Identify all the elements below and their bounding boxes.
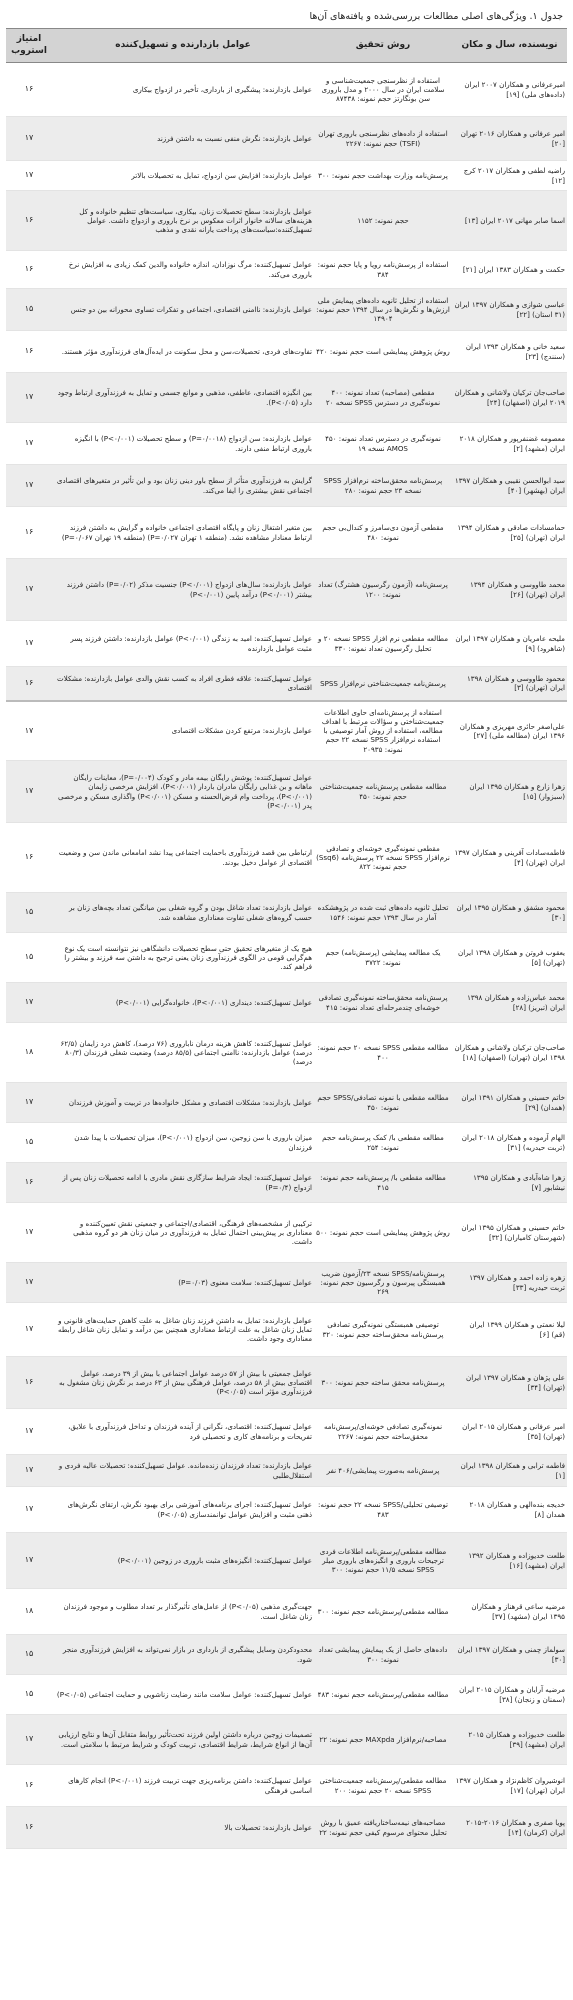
author-cell: سعید خانی و همکاران ۱۳۹۳ ایران (سنندج) [۲۳] — [452, 331, 567, 373]
method-cell: مقطعی (مصاحبه) تعداد نمونه: ۴۰۰ نمونه‌گیری در دسترس SPSS نسخه ۲۰ — [314, 373, 452, 423]
method-cell: مطالعه مقطعی/پرسش‌نامه حجم نمونه: ۴۸۳ — [314, 1675, 452, 1715]
table-body — [6, 63, 567, 1849]
score-cell: ۱۶ — [6, 667, 52, 701]
factors-cell: عوامل بازدارنده: سطح تحصیلات زنان، بیکاری، سیاست‌های تنظیم خانواده و کل هزینه‌های سالانه خانوار اثرات معکوس بر نرخ باروری و ازدواج داشت. عوامل تسهیل‌کننده:سیاست‌های پرداخت یارانه نقدی و مذهب — [52, 191, 314, 251]
table-row — [6, 893, 567, 933]
header-score: امتیاز استروب — [6, 29, 52, 63]
method-cell: روش پژوهش پیمایشی است حجم نمونه: ۵۰۰ — [314, 1203, 452, 1263]
factors-cell: عوامل تسهیل‌کننده: امید به زندگی (P<۰/۰۰۱) عوامل بازدارنده: داشتن فرزند پسر مثبت عوامل بازدارنده — [52, 621, 314, 667]
studies-table — [6, 28, 567, 1849]
factors-cell: عوامل بازدارنده: ناامنی اقتصادی، اجتماعی و تفکرات تساوی محورانه بین دو جنس — [52, 289, 314, 331]
table-row — [6, 701, 567, 761]
table-row — [6, 507, 567, 559]
author-cell: حکمت و همکاران ۱۳۸۳ ایران [۲۱] — [452, 251, 567, 289]
table-row — [6, 983, 567, 1023]
author-cell: پویا صفری و همکاران ۲۰۱۶-۲۰۱۵ ایران (کرمان) [۱۴] — [452, 1807, 567, 1849]
factors-cell: بین انگیزه اقتصادی، عاطفی، مذهبی و موانع جسمی و تمایل به فرزندآوری ارتباط وجود دارد (P<۰/۰۵). — [52, 373, 314, 423]
author-cell: علی پژهان و همکاران ۱۳۹۷ ایران (تهران) [۳۴] — [452, 1357, 567, 1409]
author-cell: خاتم حسینی و همکاران ۱۳۹۵ ایران (شهرستان کامیاران) [۳۲] — [452, 1203, 567, 1263]
factors-cell: عوامل بازدارنده: نگرش منفی نسبت به داشتن فرزند — [52, 117, 314, 161]
method-cell: مطالعه مقطعی SPSS نسخه ۲۰ حجم نمونه: ۴۰۰ — [314, 1023, 452, 1083]
table-row — [6, 1455, 567, 1487]
score-cell: ۱۷ — [6, 701, 52, 761]
author-cell: یعقوب فروتن و همکاران ۱۳۹۸ ایران (تهران) [۵] — [452, 933, 567, 983]
factors-cell: عوامل تسهیل‌کننده: پوشش رایگان بیمه مادر و کودک (P=۰/۰۰۴)، معاینات رایگان ماهانه و بن غذایی رایگان مادران باردار (P<۰/۰۰۱)، افزایش مرخصی زایمان (P<۰/۰۰۱)، پرداخت وام قرض‌الحسنه و مسکن (P<۰/۰۰۱) واگذاری مسکن و مرخصی پدر (P<۰/۰۰۱) — [52, 761, 314, 823]
score-cell: ۱۶ — [6, 1807, 52, 1849]
method-cell: مطالعه مقطعی پرسش‌نامه جمعیت‌شناختی حجم نمونه: ۴۵۰ — [314, 761, 452, 823]
score-cell: ۱۶ — [6, 1163, 52, 1203]
author-cell: محمد عباس‌زاده و همکاران ۱۳۹۸ ایران (تبریز) [۲۸] — [452, 983, 567, 1023]
method-cell: پرسش‌نامه محقق‌ساخته نرم‌افزار SPSS نسخه ۲۳ حجم نمونه: ۲۸۰ — [314, 465, 452, 507]
author-cell: طلعت خدیوزاده و همکاران ۱۳۹۲ ایران (مشهد) [۱۶] — [452, 1533, 567, 1589]
author-cell: طلعت خدیوزاده و همکاران ۲۰۱۵ ایران (مشهد) [۳۹] — [452, 1715, 567, 1765]
method-cell: نمونه‌گیری تصادفی خوشه‌ای/پرسش‌نامه محقق‌ساخته حجم نمونه: ۲۲۶۷ — [314, 1409, 452, 1455]
table-row — [6, 823, 567, 893]
factors-cell: عوامل بازدارنده: مرتفع کردن مشکلات اقتصادی — [52, 701, 314, 761]
factors-cell: عوامل تسهیل‌کننده: علاقه فطری افراد به کسب نقش والدی عوامل بازدارنده: مشکلات اقتصادی — [52, 667, 314, 701]
score-cell: ۱۷ — [6, 983, 52, 1023]
score-cell: ۱۶ — [6, 331, 52, 373]
score-cell: ۱۵ — [6, 1635, 52, 1675]
score-cell: ۱۶ — [6, 1357, 52, 1409]
author-cell: امیر عرفانی و همکاران ۲۰۱۶ تهران [۲۰] — [452, 117, 567, 161]
author-cell: الهام آرموده و همکاران ۲۰۱۸ ایران (تربت حیدریه) [۳۱] — [452, 1123, 567, 1163]
method-cell: مقطعی نمونه‌گیری خوشه‌ای و تصادفی نرم‌افزار SPSS نسخه ۲۲ پرسش‌نامه (Ssq6) حجم نمونه: ۸۲۲ — [314, 823, 452, 893]
author-cell: امیر عرفانی و همکاران ۲۰۱۵ ایران (تهران) [۳۵] — [452, 1409, 567, 1455]
score-cell: ۱۷ — [6, 161, 52, 191]
factors-cell: عوامل جمعیتی با بیش از ۵۷ درصد عوامل اجتماعی با بیش از ۳۹ درصد، عوامل اقتصادی بیش از ۵۸ درصد، عوامل فرهنگی بیش از ۶۳ درصد بر نگرش زنان مشغول به فرزندآوری مؤثر است (P<۰/۰۵) — [52, 1357, 314, 1409]
score-cell: ۱۶ — [6, 1765, 52, 1807]
score-cell: ۱۷ — [6, 1487, 52, 1533]
table-row — [6, 1357, 567, 1409]
author-cell: صاحب‌جان ترکیان ولاشانی و همکاران ۱۳۹۸ ایران (تهران) (اصفهان) [۱۸] — [452, 1023, 567, 1083]
method-cell: پرسش‌نامه محقق‌ساخته نمونه‌گیری تصادفی خوشه‌ای چندمرحله‌ای تعداد نمونه: ۴۱۵ — [314, 983, 452, 1023]
table-row — [6, 1589, 567, 1635]
table-row — [6, 761, 567, 823]
author-cell: لیلا نعمتی و همکاران ۱۳۹۹ ایران (قم) [۶] — [452, 1303, 567, 1357]
factors-cell: میزان باروری با سن زوجین، سن ازدواج (P<۰/۰۰۱)، میزان تحصیلات با پیدا شدن فرزندان — [52, 1123, 314, 1163]
score-cell: ۱۶ — [6, 823, 52, 893]
table-caption: جدول ۱. ویژگی‌های اصلی مطالعات بررسی‌شده و یافته‌های آن‌ها — [309, 11, 563, 22]
table-row — [6, 117, 567, 161]
author-cell: محمد طاووسی و همکاران ۱۳۹۴ ایران (تهران) [۲۶] — [452, 559, 567, 621]
score-cell: ۱۵ — [6, 1123, 52, 1163]
table-row — [6, 161, 567, 191]
table-row — [6, 1303, 567, 1357]
table-row — [6, 1765, 567, 1807]
factors-cell: عوامل بازدارنده: تعداد فرزندان زنده‌مانده. عوامل تسهیل‌کننده: تحصیلات عالیه فردی و استقلال‌طلبی — [52, 1455, 314, 1487]
method-cell: مطالعه مقطعی با نمونه تصادفی/SPSS حجم نمونه: ۴۵۰ — [314, 1083, 452, 1123]
factors-cell: عوامل بازدارنده: سال‌های ازدواج (P<۰/۰۰۱) جنسیت مذکر (P=۰/۰۲) داشتن فرزند بیشتر (P<۰/۰۰۱) درآمد پایین (P<۰/۰۰۱) — [52, 559, 314, 621]
score-cell: ۱۵ — [6, 893, 52, 933]
method-cell: پرسش‌نامه (آزمون رگرسیون هشترگ) تعداد نمونه: ۱۲۰۰ — [314, 559, 452, 621]
factors-cell: عوامل تسهیل‌کننده: داشتن برنامه‌ریزی جهت تربیت فرزند (P<۰/۰۰۱) انجام کارهای اساسی فرهنگی — [52, 1765, 314, 1807]
score-cell: ۱۶ — [6, 191, 52, 251]
factors-cell: عوامل بازدارنده: مشکلات اقتصادی و مشکل خانواده‌ها در تربیت و آموزش فرزندان — [52, 1083, 314, 1123]
author-cell: مرضیه ساعی قرهناز و همکاران ۱۳۹۵ ایران (مشهد) [۳۷] — [452, 1589, 567, 1635]
score-cell: ۱۷ — [6, 1715, 52, 1765]
header-factors: عوامل بازدارنده و تسهیل‌کننده — [52, 29, 314, 63]
table-row — [6, 1635, 567, 1675]
author-cell: محمود طاووسی و همکاران ۱۳۹۸ ایران (تهران) [۳] — [452, 667, 567, 701]
author-cell: زهرا شاه‌آبادی و همکاران ۱۳۹۵ نیشابور [۷] — [452, 1163, 567, 1203]
score-cell: ۱۷ — [6, 1533, 52, 1589]
method-cell: پرسش‌نامه محقق ساخته حجم نمونه: ۳۰۰ — [314, 1357, 452, 1409]
method-cell: مقطعی آزمون دی‌سامرز و کندال‌بی حجم نمونه: ۴۸۰ — [314, 507, 452, 559]
author-cell: حمامسادات صادقی و همکاران ۱۳۹۴ ایران (تهران) [۲۵] — [452, 507, 567, 559]
author-cell: زهرا زارع و همکاران ۱۳۹۵ ایران (سبزوار) [۱۵] — [452, 761, 567, 823]
table-row — [6, 423, 567, 465]
method-cell: استفاده از پرسش‌نامه رویا و پایا حجم نمونه: ۳۸۴ — [314, 251, 452, 289]
score-cell: ۱۷ — [6, 1409, 52, 1455]
factors-cell: عوامل تسهیل‌کننده: اجرای برنامه‌های آموزشی برای بهبود نگرش، ارتقای نگرش‌های ذهنی مثبت و افزایش عوامل توانمندسازی (P<۰/۰۵) — [52, 1487, 314, 1533]
table-row — [6, 559, 567, 621]
score-cell: ۱۷ — [6, 1263, 52, 1303]
document — [6, 6, 567, 1996]
author-cell: امیرعرفانی و همکاران ۲۰۰۷ ایران (داده‌های ملی) [۱۹] — [452, 63, 567, 117]
method-cell: استفاده از تحلیل ثانویه داده‌های پیمایش ملی ارزش‌ها و نگرش‌ها در سال ۱۳۹۴ حجم نمونه: ۱۴۹۰۴ — [314, 289, 452, 331]
score-cell: ۱۷ — [6, 1083, 52, 1123]
method-cell: پرسش‌نامه وزارت بهداشت حجم نمونه: ۳۰۰ — [314, 161, 452, 191]
header-author: نویسنده، سال و مکان — [452, 29, 567, 63]
score-cell: ۱۵ — [6, 933, 52, 983]
author-cell: فاطمه ترابی و همکاران ۱۳۹۸ ایران [۱] — [452, 1455, 567, 1487]
factors-cell: عوامل تسهیل‌کننده: کاهش هزینه درمان ناباروری (۷۶ درصد)، کاهش درد زایمان (۶۲/۵ درصد) عوامل بازدارنده: ناامنی اجتماعی (۸۵/۵ درصد) وضعیت شغلی فرزندان (۸۰/۳ درصد) — [52, 1023, 314, 1083]
factors-cell: عوامل تسهیل‌کننده: مرگ نوزادان، اندازه خانواده والدین کمک زیادی به افزایش نرخ باروری می‌کند. — [52, 251, 314, 289]
factors-cell: عوامل بازدارنده: تحصیلات بالا — [52, 1807, 314, 1849]
table-row — [6, 465, 567, 507]
table-row — [6, 933, 567, 983]
score-cell: ۱۷ — [6, 1203, 52, 1263]
author-cell: معصومه غضنفرپور و همکاران ۲۰۱۸ ایران (مشهد) [۲] — [452, 423, 567, 465]
factors-cell: جهت‌گیری مذهبی (P<۰/۰۵) از عامل‌های تأثیرگذار بر تعداد مطلوب و موجود فرزندان زنان شاغل است. — [52, 1589, 314, 1635]
author-cell: مرضیه آرایان و همکاران ۲۰۱۵ ایران (سمنان و زنجان) [۳۸] — [452, 1675, 567, 1715]
factors-cell: عوامل بازدارنده: تمایل به داشتن فرزند زنان شاغل به علت کاهش حمایت‌های قانونی و تمایل زنان شاغل به علت ارتباط معناداری همچنین بین درآمد و تمایل زنان شاغل رابطه معناداری وجود داشت. — [52, 1303, 314, 1357]
method-cell: پرسش‌نامه جمعیت‌شناختی نرم‌افزار SPSS — [314, 667, 452, 701]
score-cell: ۱۷ — [6, 373, 52, 423]
factors-cell: عوامل تسهیل‌کننده: عوامل سلامت مانند رضایت زناشویی و حمایت اجتماعی (P<۰/۰۵) — [52, 1675, 314, 1715]
table-row — [6, 1203, 567, 1263]
method-cell: توصیفی همبستگی نمونه‌گیری تصادفی پرسش‌نامه محقق‌ساخته حجم نمونه: ۳۲۰ — [314, 1303, 452, 1357]
factors-cell: عوامل بازدارنده: تعداد شاغل بودن و گروه شغلی بین میانگین تعداد بچه‌های زنان بر حسب گروه‌های شغلی تفاوت معناداری مشاهده شد. — [52, 893, 314, 933]
factors-cell: گرایش به فرزندآوری متأثر از سطح باور دینی زنان بود و این تأثیر در متغیرهای اقتصادی اجتماعی نقش بیشتری را ایفا می‌کند. — [52, 465, 314, 507]
table-row — [6, 667, 567, 701]
factors-cell: تصمیمات زوجین درباره داشتن اولین فرزند تحت‌تأثیر روابط متقابل آن‌ها و نتایج ارزیابی آن‌ها از انواع شرایط، شرایط اقتصادی، تربیت کودک و شرایط مرتبط با سلامتی است. — [52, 1715, 314, 1765]
method-cell: مطالعه مقطعی/پرسش‌نامه اطلاعات فردی ترجیحات باروری و انگیزه‌های باروری میلر SPSS نسخه ۱۱/۵ حجم نمونه: ۳۰۰ — [314, 1533, 452, 1589]
table-row — [6, 1675, 567, 1715]
factors-cell: عوامل تسهیل‌کننده: انگیزه‌های مثبت باروری در زوجین (P<۰/۰۰۱) — [52, 1533, 314, 1589]
table-header-row — [6, 29, 567, 63]
table-row — [6, 1533, 567, 1589]
method-cell: مطالعه مقطعی نرم افزار SPSS نسخه ۲۰ و تحلیل رگرسیون تعداد نمونه: ۳۳۰ — [314, 621, 452, 667]
score-cell: ۱۵ — [6, 1675, 52, 1715]
method-cell: استفاده از نظرسنجی جمعیت‌شناسی و سلامت ایران در سال ۲۰۰۰ و مدل باروری سن بونگارتز حجم نمونه: ۸۷۴۳۸ — [314, 63, 452, 117]
author-cell: ملیحه عامریان و همکاران ۱۳۹۷ ایران (شاهرود) [۹] — [452, 621, 567, 667]
method-cell: مصاحبه/نرم‌افزار MAXpda حجم نمونه: ۲۲ — [314, 1715, 452, 1765]
factors-cell: محدودکردن وسایل پیشگیری از بارداری در بازار نمی‌تواند به افزایش فرزندآوری منجر شود. — [52, 1635, 314, 1675]
table-row — [6, 1163, 567, 1203]
factors-cell: تفاوت‌های فردی، تحصیلات،سن و محل سکونت در ایده‌آل‌های فرزندآوری مؤثر هستند. — [52, 331, 314, 373]
method-cell: تحلیل ثانویه داده‌های ثبت شده در پژوهشکده آمار در سال ۱۳۹۳ حجم نمونه: ۱۵۴۶ — [314, 893, 452, 933]
factors-cell: ارتباطی بین قصد فرزندآوری باحمایت اجتماعی پیدا نشد امامعانی ماندن سن و وضعیت اقتصادی از عوامل دخیل بودند. — [52, 823, 314, 893]
method-cell: حجم نمونه: ۱۱۵۲ — [314, 191, 452, 251]
score-cell: ۱۷ — [6, 117, 52, 161]
method-cell: استفاده از پرسش‌نامه‌ای حاوی اطلاعات جمعیت‌شناختی و سؤالات مرتبط با اهداف مطالعه، استفاده از روش آمار توصیفی با استفاده نرم‌افزار SPSS نسخه ۲۲ حجم نمونه: ۲۰۹۳۵ — [314, 701, 452, 761]
score-cell: ۱۸ — [6, 1589, 52, 1635]
table-row — [6, 1083, 567, 1123]
score-cell: ۱۷ — [6, 761, 52, 823]
table-row — [6, 331, 567, 373]
table-row — [6, 1487, 567, 1533]
method-cell: مطالعه مقطعی با/ کمک پرسش‌نامه حجم نمونه: ۲۵۴ — [314, 1123, 452, 1163]
author-cell: سید ابوالحسن نقیبی و همکاران ۱۳۹۷ ایران (بهشهر) [۴۰] — [452, 465, 567, 507]
factors-cell: عوامل بازدارنده: پیشگیری از بارداری، تأخیر در ازدواج بیکاری — [52, 63, 314, 117]
table-row — [6, 63, 567, 117]
method-cell: یک مطالعه پیمایشی (پرسش‌نامه) حجم نمونه: ۳۷۲۲ — [314, 933, 452, 983]
table-row — [6, 289, 567, 331]
method-cell: پرسش‌نامه به‌صورت پیمایشی/۴۰۶ نفر — [314, 1455, 452, 1487]
method-cell: مطالعه مقطعی با/ پرسش‌نامه حجم نمونه: ۴۱۵ — [314, 1163, 452, 1203]
factors-cell: عوامل تسهیل‌کننده: سلامت معنوی (P=۰/۰۳) — [52, 1263, 314, 1303]
factors-cell: هیچ یک از متغیرهای تحقیق حتی سطح تحصیلات دانشگاهی نیز نتوانسته است یک نوع هم‌گرایی قومی در الگوی فرزندآوری زنان یعنی ترجیح به داشتن سه فرزند و بیشتر را فراهم کند. — [52, 933, 314, 983]
factors-cell: عوامل تسهیل‌کننده: دینداری (P<۰/۰۰۱)، خانواده‌گرایی (P<۰/۰۰۱) — [52, 983, 314, 1023]
score-cell: ۱۶ — [6, 63, 52, 117]
author-cell: زهره زاده احمد و همکاران ۱۳۹۷ تربت حیدریه [۳۳] — [452, 1263, 567, 1303]
author-cell: سولماز چمنی و همکاران ۱۳۹۷ ایران [۳۰] — [452, 1635, 567, 1675]
author-cell: انوشیروان کاظم‌نژاد و همکاران ۱۳۹۷ ایران (تهران) [۱۷] — [452, 1765, 567, 1807]
author-cell: خدیجه بنده‌الهی و همکاران ۲۰۱۸ همدان [۸] — [452, 1487, 567, 1533]
factors-cell: عوامل تسهیل‌کننده: ایجاد شرایط سازگاری نقش مادری با ادامه تحصیلات زنان پس از ازدواج (P=۰/۴) — [52, 1163, 314, 1203]
author-cell: عباسی شوازی و همکاران ۱۳۹۷ ایران (۳۱ استان) [۲۲] — [452, 289, 567, 331]
table-row — [6, 191, 567, 251]
author-cell: علی‌اصغر حائری مهریزی و همکاران ۱۳۹۶ ایران (مطالعه ملی) [۲۷] — [452, 701, 567, 761]
author-cell: صاحب‌جان ترکیان ولاشانی و همکاران ۲۰۱۹ ایران (اصفهان) [۲۴] — [452, 373, 567, 423]
table-row — [6, 1409, 567, 1455]
score-cell: ۱۵ — [6, 289, 52, 331]
author-cell: خاتم حسینی و همکاران ۱۳۹۱ ایران (همدان) [۲۹] — [452, 1083, 567, 1123]
method-cell: مطالعه مقطعی/پرسش‌نامه حجم نمونه: ۳۰۰ — [314, 1589, 452, 1635]
score-cell: ۱۶ — [6, 251, 52, 289]
method-cell: مصاحبه‌های نیمه‌ساختاریافته عمیق با روش تحلیل محتوای مرسوم کیفی حجم نمونه: ۲۲ — [314, 1807, 452, 1849]
factors-cell: عوامل تسهیل‌کننده: اقتصادی، نگرانی از آینده فرزندان و تداخل فرزندآوری با علایق، تفریحات و برنامه‌های کاری و تحصیلی فرد — [52, 1409, 314, 1455]
table-row — [6, 1023, 567, 1083]
method-cell: توصیفی تحلیلی/SPSS نسخه ۲۲ حجم نمونه: ۴۸۳ — [314, 1487, 452, 1533]
factors-cell: عوامل بازدارنده: افزایش سن ازدواج، تمایل به تحصیلات بالاتر — [52, 161, 314, 191]
score-cell: ۱۶ — [6, 507, 52, 559]
score-cell: ۱۷ — [6, 465, 52, 507]
author-cell: فاطمه‌سادات آفرینی و همکاران ۱۳۹۷ ایران (تهران) [۴] — [452, 823, 567, 893]
method-cell: پرسش‌نامه/SPSS نسخه ۲۳/آزمون ضریب همبستگی پیرسون و رگرسیون حجم نمونه: ۲۶۹ — [314, 1263, 452, 1303]
method-cell: استفاده از داده‌های نظرسنجی باروری تهران (TSFI) حجم نمونه: ۲۲۶۷ — [314, 117, 452, 161]
method-cell: نمونه‌گیری در دسترس تعداد نمونه: ۴۵۰ AMOS نسخه ۱۹ — [314, 423, 452, 465]
author-cell: راضیه لطفی و همکاران ۲۰۱۷ کرج [۱۲] — [452, 161, 567, 191]
score-cell: ۱۷ — [6, 559, 52, 621]
table-row — [6, 373, 567, 423]
author-cell: محمود مشفق و همکاران ۱۳۹۵ ایران [۳۰] — [452, 893, 567, 933]
author-cell: اسما صابر مهانی ۲۰۱۷ ایران [۱۳] — [452, 191, 567, 251]
score-cell: ۱۷ — [6, 1303, 52, 1357]
factors-cell: عوامل بازدارنده: سن ازدواج (P=۰/۰۰۱۸) و سطح تحصیلات (P<۰/۰۰۱) با انگیزه باروری ارتباط منفی دارند. — [52, 423, 314, 465]
factors-cell: ترکیبی از مشخصه‌های فرهنگی، اقتصادی/اجتماعی و جمعیتی نقش تعیین‌کننده و معناداری بر پیش‌بینی احتمال تمایل به فرزندآوری در میان زنان هر دو گروه مذهبی داشت. — [52, 1203, 314, 1263]
method-cell: داده‌های حاصل از یک پیمایش پیمایشی تعداد نمونه: ۳۰۰ — [314, 1635, 452, 1675]
table-row — [6, 1807, 567, 1849]
table-row — [6, 1715, 567, 1765]
table-row — [6, 1263, 567, 1303]
score-cell: ۱۷ — [6, 621, 52, 667]
score-cell: ۱۷ — [6, 423, 52, 465]
method-cell: مطالعه مقطعی/پرسش‌نامه جمعیت‌شناختی SPSS نسخه ۲۰ حجم نمونه: ۲۰۰ — [314, 1765, 452, 1807]
method-cell: روش پژوهش پیمایشی است حجم نمونه: ۴۲۰ — [314, 331, 452, 373]
score-cell: ۱۸ — [6, 1023, 52, 1083]
table-row — [6, 1123, 567, 1163]
factors-cell: بین متغیر اشتغال زنان و پایگاه اقتصادی اجتماعی خانواده و گرایش به داشتن فرزند ارتباط معنادار مشاهده نشد. (منطقه ۱ تهران P=۰/۰۲۷) (منطقه ۱۹ تهران P=۰/۰۶۷) — [52, 507, 314, 559]
table-row — [6, 621, 567, 667]
header-method: روش تحقیق — [314, 29, 452, 63]
table-row — [6, 251, 567, 289]
score-cell: ۱۷ — [6, 1455, 52, 1487]
